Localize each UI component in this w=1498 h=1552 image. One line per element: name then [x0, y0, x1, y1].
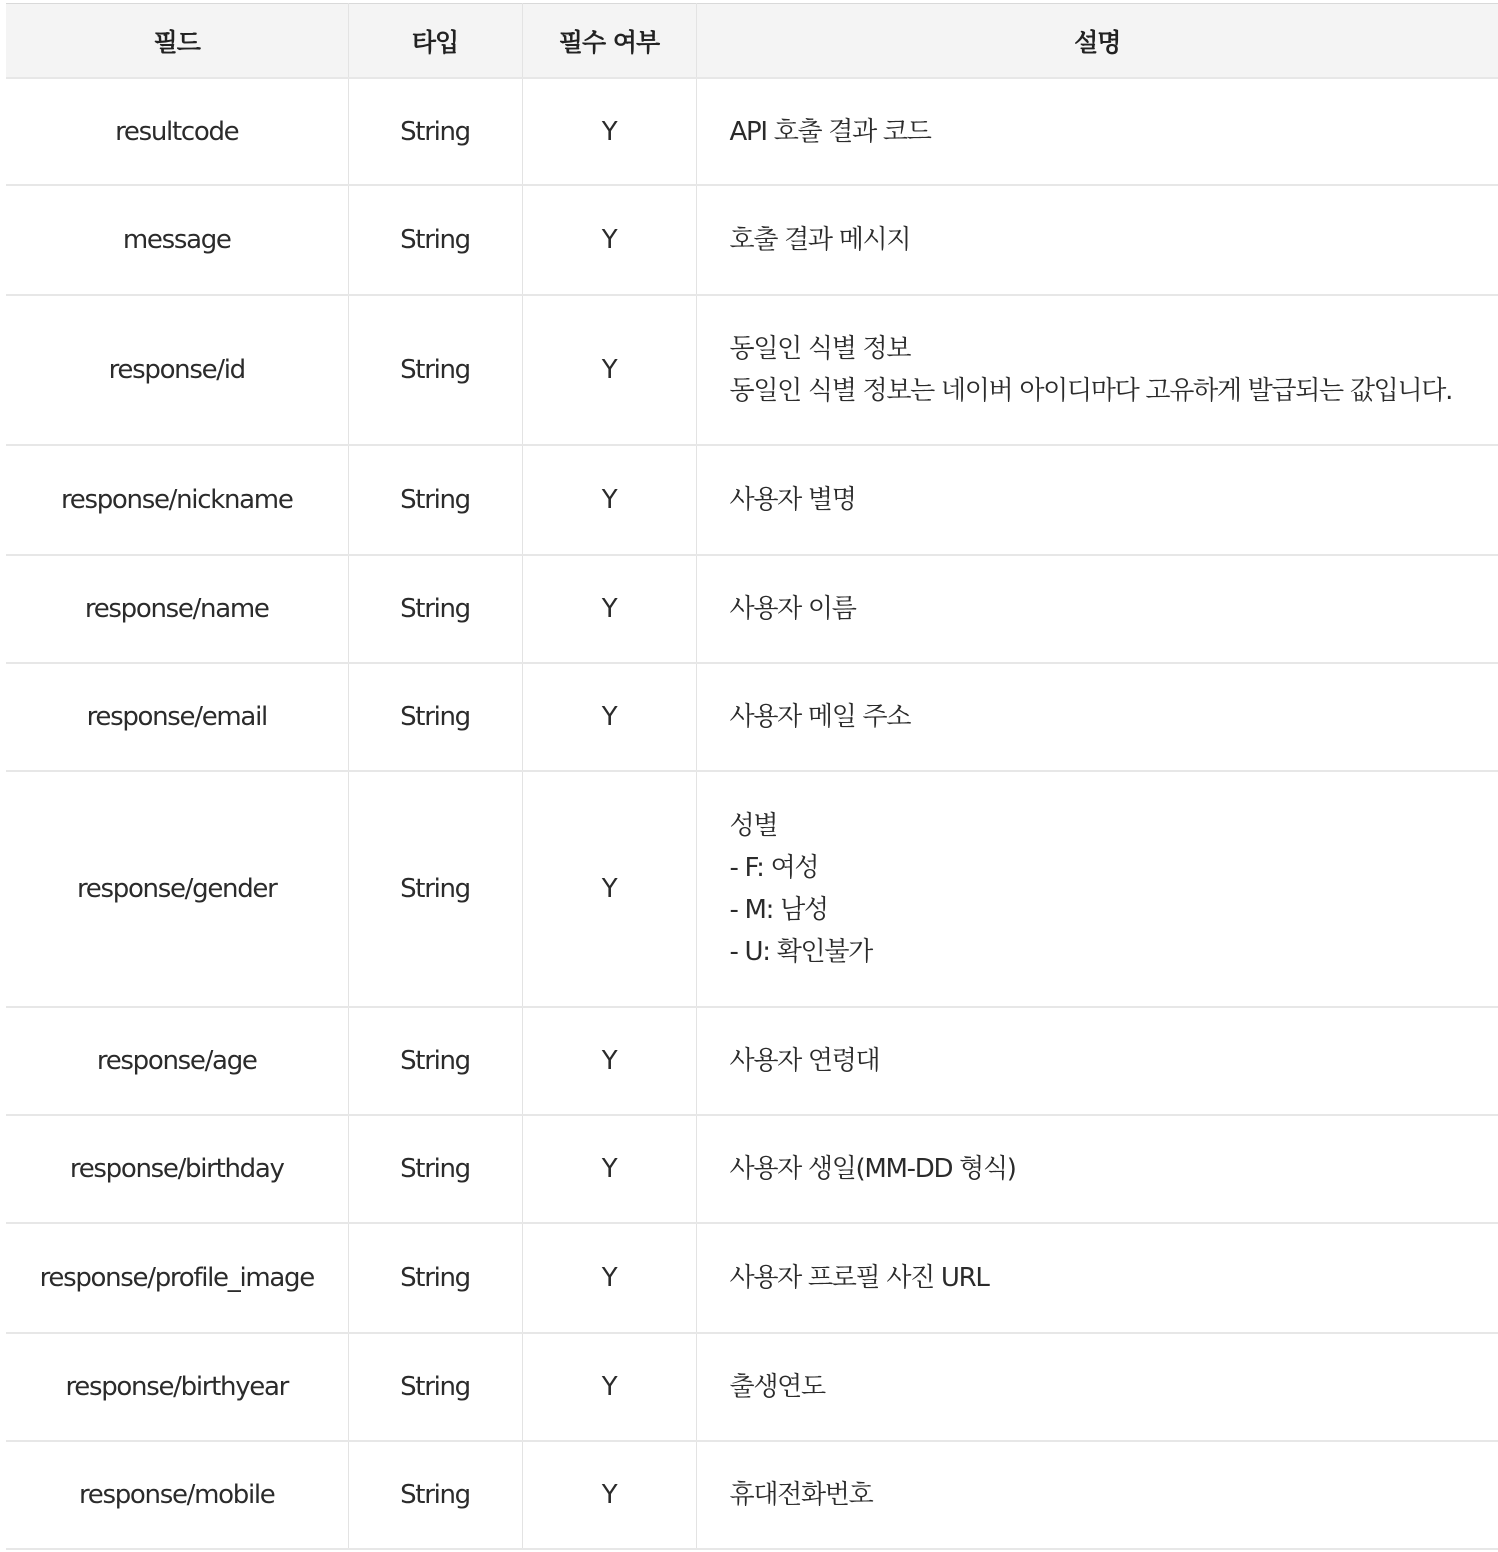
- description-cell: [696, 295, 1498, 445]
- required-cell: Y: [522, 1441, 696, 1549]
- description-line: 사용자 이름: [729, 594, 856, 624]
- field-cell: response/gender: [6, 771, 348, 1007]
- description-line: API 호출 결과 코드: [729, 116, 931, 147]
- table-row: [6, 295, 1498, 445]
- required-cell: Y: [522, 78, 696, 185]
- table-row: [6, 1333, 1498, 1441]
- description-line: - U: 확인불가: [729, 937, 872, 967]
- required-cell: Y: [522, 663, 696, 771]
- header-required: 필수 여부: [522, 4, 696, 79]
- type-cell: String: [348, 445, 522, 555]
- field-cell: response/name: [6, 555, 348, 663]
- field-cell: response/profile_image: [6, 1223, 348, 1333]
- type-cell: String: [348, 1333, 522, 1441]
- description-cell: [696, 78, 1498, 185]
- description-line: 사용자 생일(MM-DD 형식): [729, 1154, 1016, 1184]
- description-cell: [696, 1115, 1498, 1223]
- description-cell: [696, 1333, 1498, 1441]
- description-cell: [696, 663, 1498, 771]
- field-cell: response/id: [6, 295, 348, 445]
- table-body: [6, 78, 1498, 1549]
- description-cell: [696, 1007, 1498, 1115]
- field-cell: resultcode: [6, 78, 348, 185]
- required-cell: Y: [522, 555, 696, 663]
- type-cell: String: [348, 1441, 522, 1549]
- description-line: 사용자 메일 주소: [729, 702, 911, 732]
- type-cell: String: [348, 185, 522, 295]
- response-spec-table: [6, 3, 1498, 1550]
- description-line: 출생연도: [729, 1372, 825, 1402]
- description-line: 성별: [729, 811, 778, 841]
- table-row: [6, 1115, 1498, 1223]
- table-row: [6, 1007, 1498, 1115]
- field-cell: response/birthday: [6, 1115, 348, 1223]
- description-cell: [696, 1441, 1498, 1549]
- table-row: [6, 78, 1498, 185]
- description-cell: [696, 555, 1498, 663]
- required-cell: Y: [522, 445, 696, 555]
- description-line: 동일인 식별 정보: [729, 334, 911, 364]
- required-cell: Y: [522, 1007, 696, 1115]
- description-cell: [696, 185, 1498, 295]
- required-cell: Y: [522, 295, 696, 445]
- description-cell: [696, 1223, 1498, 1333]
- field-cell: response/email: [6, 663, 348, 771]
- table-header: [6, 4, 1498, 79]
- field-cell: message: [6, 185, 348, 295]
- type-cell: String: [348, 78, 522, 185]
- description-line: 사용자 연령대: [729, 1046, 880, 1076]
- header-type: 타입: [348, 4, 522, 79]
- type-cell: String: [348, 771, 522, 1007]
- table-row: [6, 555, 1498, 663]
- field-cell: response/birthyear: [6, 1333, 348, 1441]
- description-line: 사용자 프로필 사진 URL: [729, 1263, 989, 1293]
- field-cell: response/nickname: [6, 445, 348, 555]
- type-cell: String: [348, 663, 522, 771]
- type-cell: String: [348, 555, 522, 663]
- required-cell: Y: [522, 771, 696, 1007]
- header-description: 설명: [696, 4, 1498, 79]
- table-row: [6, 185, 1498, 295]
- header-row: [6, 4, 1498, 79]
- required-cell: Y: [522, 1333, 696, 1441]
- description-line: 동일인 식별 정보는 네이버 아이디마다 고유하게 발급되는 값입니다.: [729, 376, 1453, 406]
- field-cell: response/mobile: [6, 1441, 348, 1549]
- description-line: 호출 결과 메시지: [729, 225, 911, 255]
- header-field: 필드: [6, 4, 348, 79]
- description-cell: [696, 445, 1498, 555]
- required-cell: Y: [522, 1115, 696, 1223]
- description-line: 사용자 별명: [729, 485, 856, 515]
- table-row: [6, 663, 1498, 771]
- table-row: [6, 1441, 1498, 1549]
- description-line: 휴대전화번호: [729, 1480, 873, 1510]
- type-cell: String: [348, 1223, 522, 1333]
- table-row: [6, 1223, 1498, 1333]
- table-row: [6, 445, 1498, 555]
- type-cell: String: [348, 295, 522, 445]
- required-cell: Y: [522, 185, 696, 295]
- type-cell: String: [348, 1007, 522, 1115]
- description-line: - M: 남성: [729, 895, 828, 925]
- description-line: - F: 여성: [729, 853, 819, 883]
- type-cell: String: [348, 1115, 522, 1223]
- description-cell: [696, 771, 1498, 1007]
- required-cell: Y: [522, 1223, 696, 1333]
- field-cell: response/age: [6, 1007, 348, 1115]
- table-row: [6, 771, 1498, 1007]
